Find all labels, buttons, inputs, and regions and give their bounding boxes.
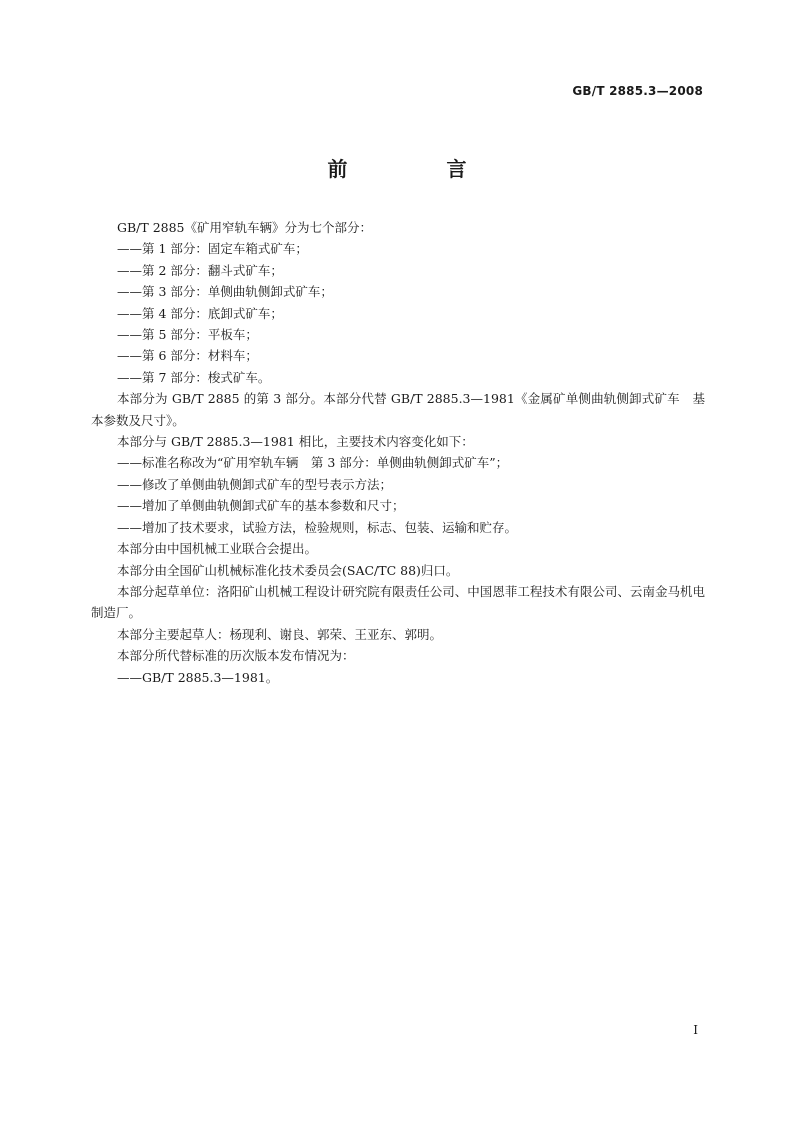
history-item: ——GB/T 2885.3—1981。 <box>117 669 279 685</box>
part-item: ——第 4 部分：底卸式矿车； <box>117 305 283 321</box>
replace-paragraph: 本部分为 GB/T 2885 的第 3 部分。本部分代替 GB/T 2885.3—1981《金属矿单侧曲轨侧卸式矿车 基本参数及尺寸》。 <box>91 391 705 428</box>
part-item: ——第 1 部分：固定车箱式矿车； <box>117 241 308 257</box>
change-item: ——增加了技术要求，试验方法，检验规则，标志、包装、运输和贮存。 <box>117 519 518 535</box>
drafting-units-paragraph: 本部分起草单位：洛阳矿山机械工程设计研究院有限责任公司、中国恩菲工程技术有限公司、云南金马机电制造厂。 <box>91 583 705 621</box>
proposed-by-paragraph: 本部分由中国机械工业联合会提出。 <box>117 541 318 557</box>
part-item: ——第 3 部分：单侧曲轨侧卸式矿车； <box>117 284 333 300</box>
part-item: ——第 2 部分：翻斗式矿车； <box>117 262 283 278</box>
managed-by-paragraph: 本部分由全国矿山机械标准化技术委员会(SAC/TC 88)归口。 <box>117 562 459 578</box>
page-title: 前 言 <box>327 157 513 181</box>
changes-intro-paragraph: 本部分与 GB/T 2885.3—1981 相比，主要技术内容变化如下： <box>117 434 474 450</box>
part-item: ——第 7 部分：梭式矿车。 <box>117 369 271 385</box>
history-intro-paragraph: 本部分所代替标准的历次版本发布情况为： <box>117 648 355 664</box>
change-item: ——修改了单侧曲轨侧卸式矿车的型号表示方法； <box>117 476 393 492</box>
drafters-paragraph: 本部分主要起草人：杨现利、谢良、郭荣、王亚东、郭明。 <box>117 626 443 642</box>
standard-code: GB/T 2885.3—2008 <box>572 84 703 98</box>
change-item: ——标准名称改为“矿用窄轨车辆 第 3 部分：单侧曲轨侧卸式矿车”； <box>117 455 509 471</box>
intro-paragraph: GB/T 2885《矿用窄轨车辆》分为七个部分： <box>117 220 373 235</box>
part-item: ——第 5 部分：平板车； <box>117 327 258 343</box>
change-item: ——增加了单侧曲轨侧卸式矿车的基本参数和尺寸； <box>117 498 405 514</box>
foreword-body <box>91 217 705 688</box>
page-number: I <box>693 1023 698 1037</box>
part-item: ——第 6 部分：材料车； <box>117 348 258 364</box>
